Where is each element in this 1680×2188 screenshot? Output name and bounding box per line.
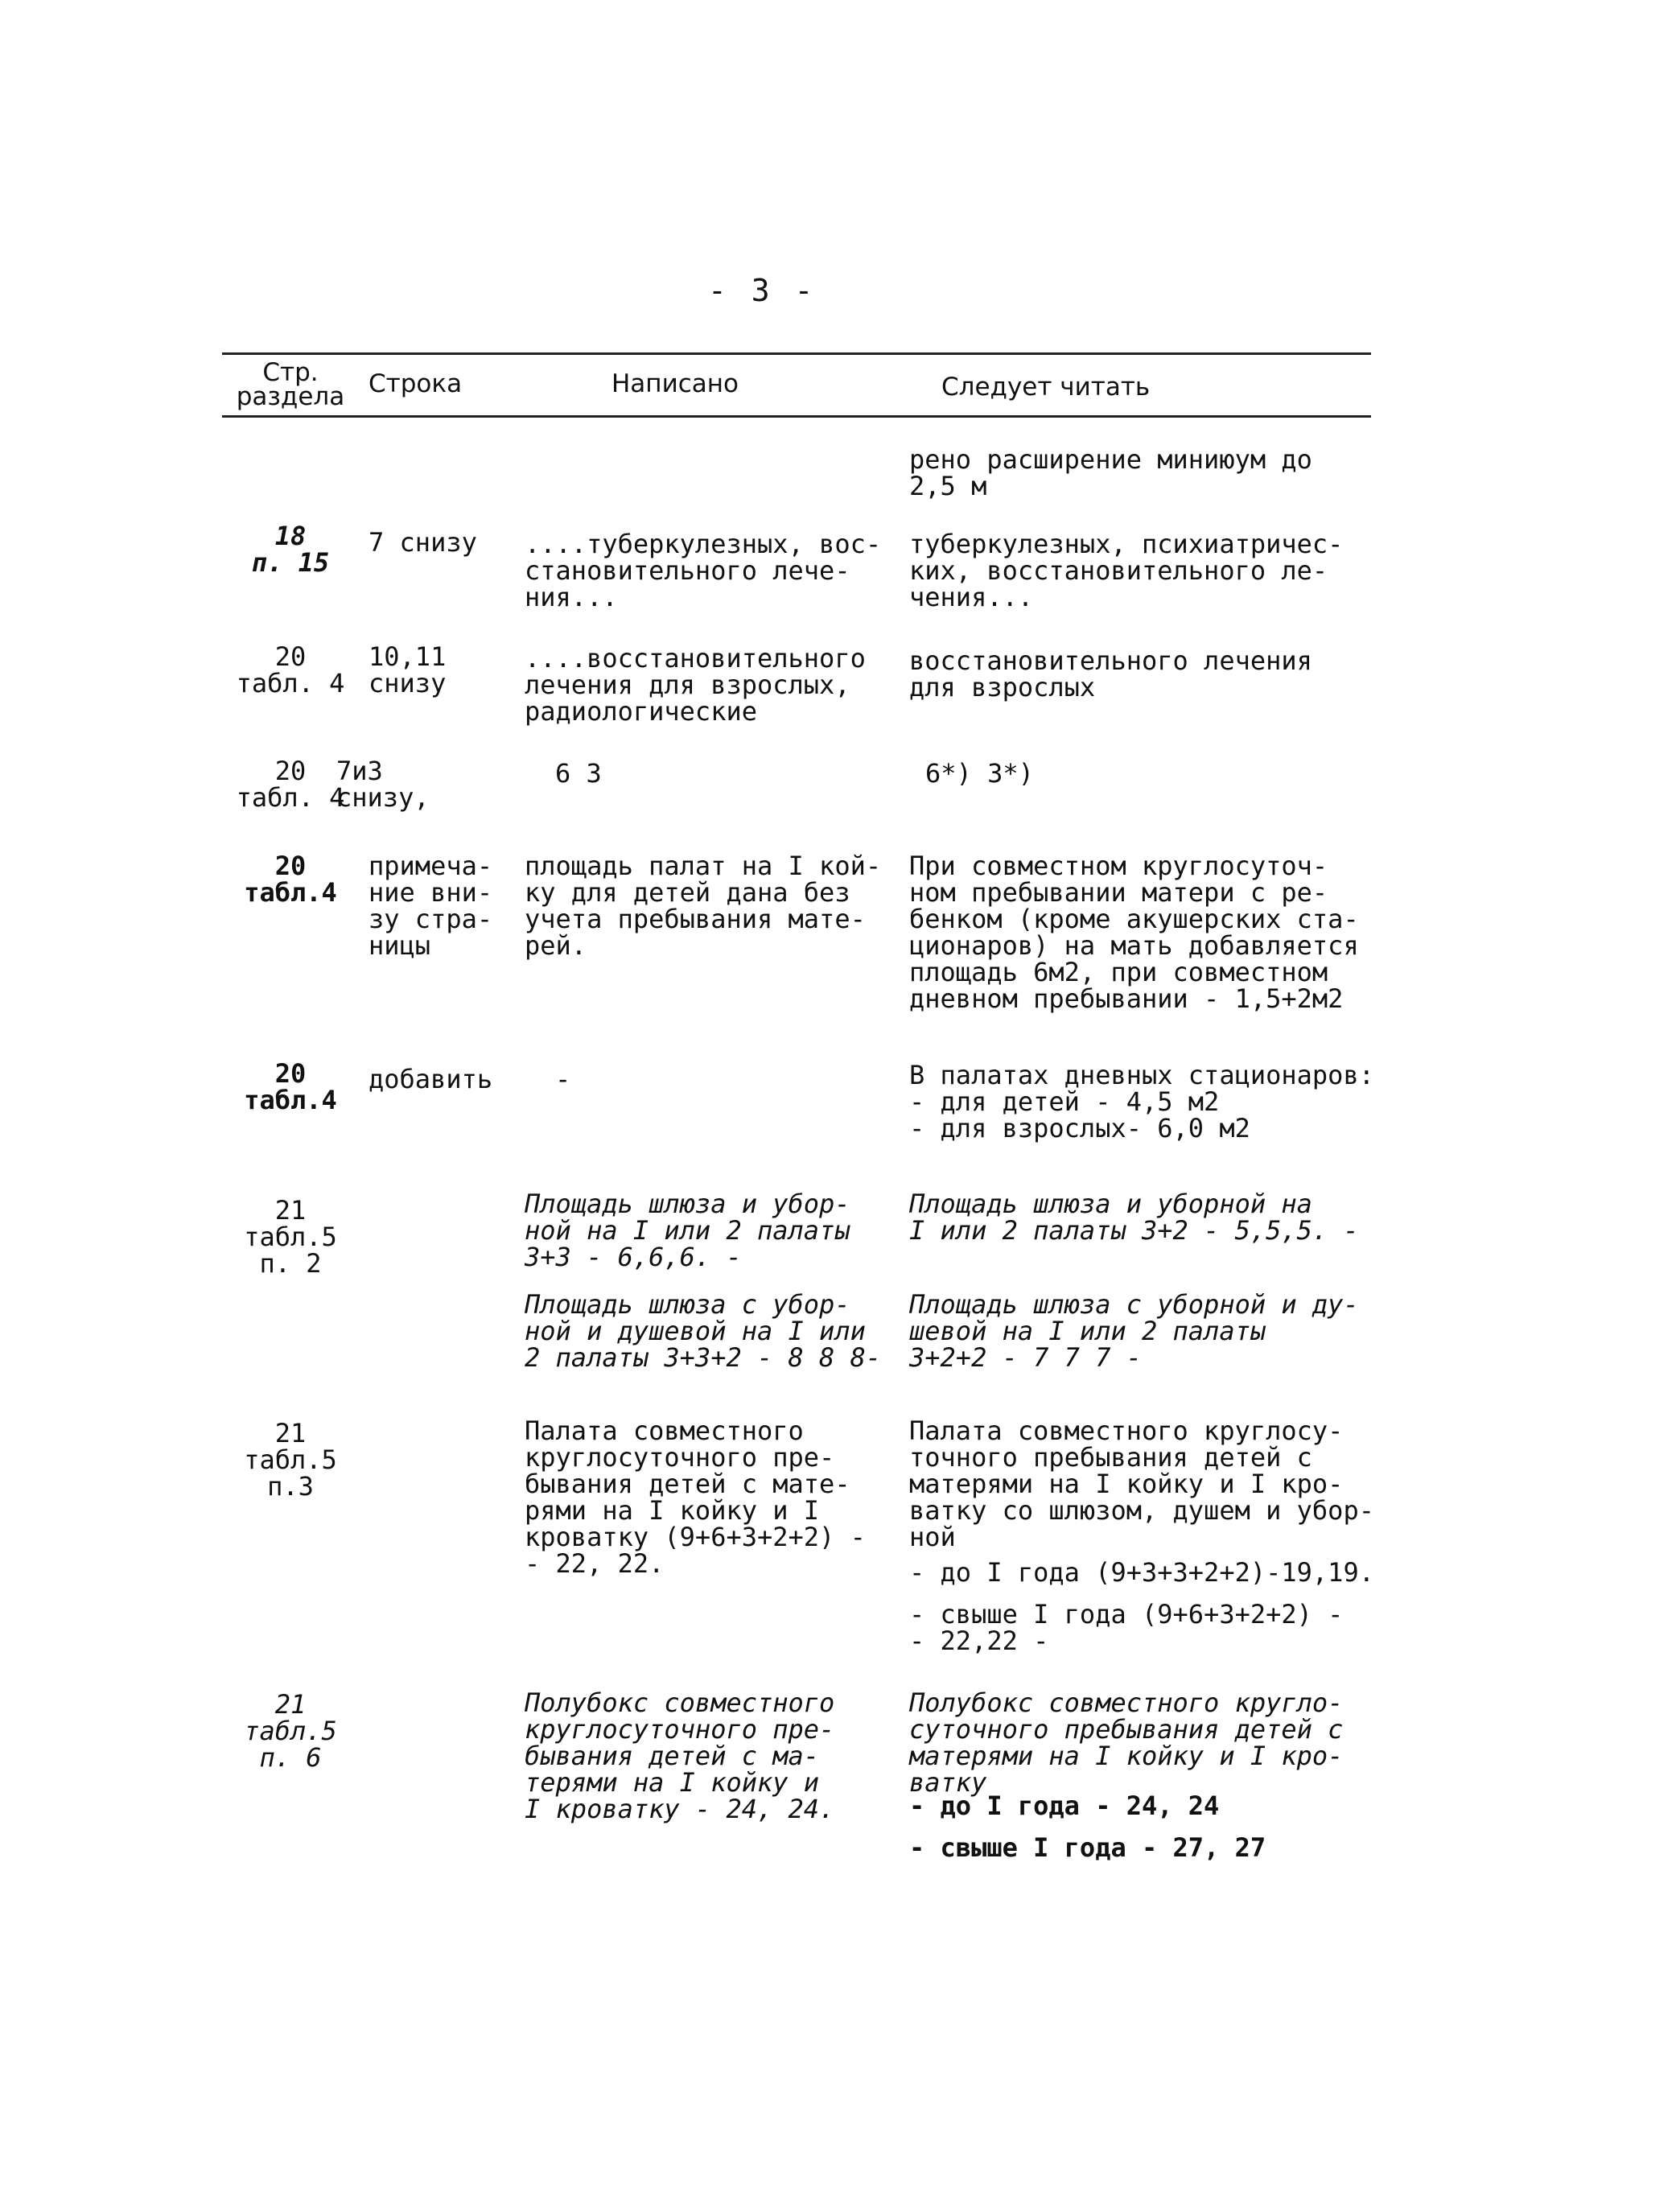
row-11-page: 21 табл.5 п. 6 (244, 1689, 337, 1773)
row-5-read: В палатах дневных стационаров: - для детей - 4,5 м2 - для взрослых- 6,0 м2 (909, 1060, 1374, 1143)
row-3-line: 7и3 снизу, (336, 756, 430, 813)
row-3-read: 6*) 3*) (925, 758, 1034, 789)
row-2-written: ....восстановительного лечения для взрослых, радиологические (525, 643, 866, 727)
table-top-rule (222, 352, 1371, 355)
header-line: Строка (369, 369, 463, 398)
row-2-line: 10,11 снизу (369, 641, 447, 698)
row-7-written: Площадь шлюза с убор- ной и душевой на I или 2 палаты 3+3+2 - 8 8 8- (525, 1289, 882, 1373)
row-5-page: 20 табл.4 (244, 1058, 337, 1115)
row-11-written: Полубокс совместного круглосуточного пре- бывания детей с ма- терями на I койку и I кроватку - 24, 24. (525, 1687, 835, 1824)
header-should-read: Следует читать (941, 373, 1151, 402)
row-10-read: - свыше I года (9+6+3+2+2) - - 22,22 - (909, 1599, 1344, 1656)
row-13-read: - свыше I года - 27, 27 (909, 1832, 1266, 1863)
row-2-page: 20 табл. 4 (236, 641, 345, 698)
row-0-read: рено расширение миниюум до 2,5 м (909, 444, 1312, 501)
row-9-read: - до I года (9+3+3+2+2)-19,19. (909, 1557, 1374, 1588)
row-4-written: площадь палат на I кой- ку для детей дана без учета пребывания мате- рей. (525, 851, 882, 961)
row-5-written: - (555, 1064, 571, 1094)
row-1-written: ....туберкулезных, вос- становительного лече- ния... (525, 529, 882, 612)
header-page-section: Стр. раздела (236, 358, 345, 411)
row-4-read: При совместном круглосуточ- ном пребывании матери с ре- бенком (кроме акушерских ста- ционаров) на мать добавляется площадь 6м2, при совместном дневном пребывании - 1,5+2м2 (909, 851, 1359, 1014)
row-8-read: Палата совместного круглосу- точного пребывания детей с матерями на I койку и I кро- ватку со шлюзом, душем и убор- ной (909, 1415, 1374, 1552)
row-5-line: добавить (369, 1064, 493, 1094)
row-4-page: 20 табл.4 (244, 851, 337, 908)
row-6-page: 21 табл.5 п. 2 (244, 1195, 337, 1279)
page-number: - 3 - (708, 273, 817, 308)
row-4-line: примеча- ние вни- зу стра- ницы (369, 851, 493, 961)
row-1-read: туберкулезных, психиатричес- ких, восстановительного ле- чения... (909, 529, 1344, 612)
row-11-read: Полубокс совместного кругло- суточного пребывания детей с матерями на I койку и I кро- ватку (909, 1687, 1344, 1798)
row-6-written: Площадь шлюза и убор- ной на I или 2 палаты 3+3 - 6,6,6. - (525, 1189, 850, 1272)
row-1-line: 7 снизу (369, 527, 477, 558)
table-header-rule (222, 415, 1371, 418)
row-1-page: 18 п. 15 (251, 521, 330, 578)
row-3-written: 6 3 (555, 758, 602, 789)
row-2-read: восстановительного лечения для взрослых (909, 645, 1312, 703)
row-8-page: 21 табл.5 п.3 (244, 1418, 337, 1502)
row-6-read: Площадь шлюза и уборной на I или 2 палаты 3+2 - 5,5,5. - (909, 1189, 1359, 1246)
row-12-read: - до I года - 24, 24 (909, 1790, 1220, 1821)
row-3-page: 20 табл. 4 (236, 756, 345, 813)
header-written: Написано (611, 369, 739, 398)
row-7-read: Площадь шлюза с уборной и ду- шевой на I или 2 палаты 3+2+2 - 7 7 7 - (909, 1289, 1359, 1373)
row-8-written: Палата совместного круглосуточного пре- бывания детей с мате- рями на I койку и I кроватку (9+6+3+2+2) - - 22, 22. (525, 1415, 866, 1579)
